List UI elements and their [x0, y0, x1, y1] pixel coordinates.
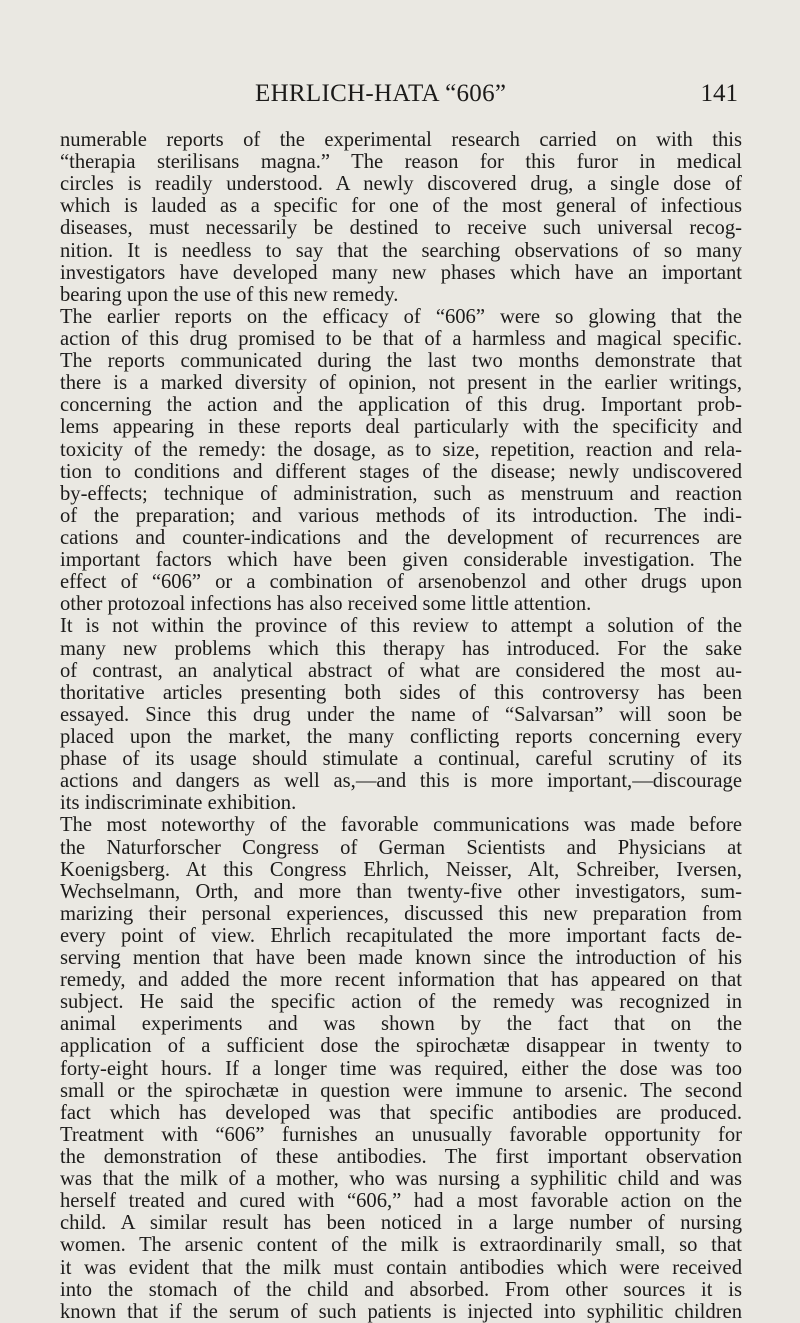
text-line: diseases, must necessarily be destined to receive such universal recog-	[60, 217, 742, 240]
text-line: every point of view. Ehrlich recapitulated the more important facts de-	[60, 924, 742, 947]
text-line: fact which has developed was that specific antibodies are produced.	[60, 1101, 742, 1124]
text-line: essayed. Since this drug under the name of “Salvarsan” will soon be	[60, 703, 742, 726]
text-line: bearing upon the use of this new remedy.	[60, 283, 399, 306]
text-line: it was evident that the milk must contain antibodies which were received	[60, 1256, 742, 1279]
text-line: “therapia sterilisans magna.” The reason for this furor in medical	[60, 151, 742, 174]
text-line: thoritative articles presenting both sides of this controversy has been	[60, 681, 742, 704]
text-line: tion to conditions and different stages of the disease; newly undiscovered	[60, 460, 742, 483]
text-line: remedy, and added the more recent information that has appeared on that	[60, 969, 742, 992]
text-line: numerable reports of the experimental research carried on with this	[60, 129, 742, 151]
text-line: action of this drug promised to be that of a harmless and magical specific.	[60, 327, 742, 350]
text-line: nition. It is needless to say that the searching observations of so many	[60, 239, 742, 262]
text-line: which is lauded as a specific for one of the most general of infectious	[60, 195, 742, 218]
text-line: there is a marked diversity of opinion, not present in the earlier writings,	[60, 372, 742, 395]
text-line: important factors which have been given considerable investigation. The	[60, 549, 742, 572]
text-line: the demonstration of these antibodies. The first important observation	[60, 1146, 742, 1169]
text-line: forty-eight hours. If a longer time was required, either the dose was too	[60, 1057, 742, 1080]
text-line: toxicity of the remedy: the dosage, as to size, repetition, reaction and rela-	[60, 438, 742, 461]
text-line: It is not within the province of this review to attempt a solution of the	[60, 615, 742, 638]
body-text	[60, 129, 742, 1323]
text-line: lems appearing in these reports deal particularly with the specificity and	[60, 416, 742, 439]
text-line: the Naturforscher Congress of German Scientists and Physicians at	[60, 836, 742, 859]
text-line: marizing their personal experiences, discussed this new preparation from	[60, 902, 742, 925]
text-line: small or the spirochætæ in question were immune to arsenic. The second	[60, 1079, 742, 1102]
running-head	[60, 80, 740, 120]
text-line: cations and counter-indications and the development of recurrences are	[60, 526, 742, 549]
text-line: subject. He said the specific action of the remedy was recognized in	[60, 991, 742, 1014]
text-line: many new problems which this therapy has introduced. For the sake	[60, 637, 742, 660]
text-line: actions and dangers as well as,—and this is more important,—discourage	[60, 770, 742, 793]
text-line: Wechselmann, Orth, and more than twenty-five other investigators, sum-	[60, 880, 742, 903]
text-line: animal experiments and was shown by the fact that on the	[60, 1013, 742, 1036]
text-line: into the stomach of the child and absorbed. From other sources it is	[60, 1278, 742, 1301]
text-line: effect of “606” or a combination of arsenobenzol and other drugs upon	[60, 571, 742, 594]
text-line: placed upon the market, the many conflicting reports concerning every	[60, 725, 742, 748]
running-head-title: EHRLICH-HATA “606”	[255, 80, 507, 107]
text-line: known that if the serum of such patients is injected into syphilitic children	[60, 1300, 742, 1323]
text-line: The reports communicated during the last two months demonstrate that	[60, 350, 742, 373]
text-line: The most noteworthy of the favorable communications was made before	[60, 814, 742, 837]
text-line: child. A similar result has been noticed in a large number of nursing	[60, 1212, 742, 1235]
page-number: 141	[700, 80, 738, 107]
text-line: of the preparation; and various methods of its introduction. The indi-	[60, 504, 742, 527]
text-line: investigators have developed many new phases which have an important	[60, 261, 742, 284]
text-line: of contrast, an analytical abstract of what are considered the most au-	[60, 659, 742, 682]
text-line: Treatment with “606” furnishes an unusually favorable opportunity for	[60, 1123, 742, 1146]
text-line: its indiscriminate exhibition.	[60, 792, 297, 815]
text-line: was that the milk of a mother, who was nursing a syphilitic child and was	[60, 1168, 742, 1191]
text-line: phase of its usage should stimulate a continual, careful scrutiny of its	[60, 748, 742, 771]
text-line: other protozoal infections has also received some little attention.	[60, 593, 592, 616]
text-line: application of a sufficient dose the spirochætæ disappear in twenty to	[60, 1035, 742, 1058]
text-line: serving mention that have been made known since the introduction of his	[60, 947, 742, 970]
text-line: circles is readily understood. A newly discovered drug, a single dose of	[60, 173, 742, 196]
text-line: concerning the action and the application of this drug. Important prob-	[60, 394, 742, 417]
text-line: Koenigsberg. At this Congress Ehrlich, Neisser, Alt, Schreiber, Iversen,	[60, 858, 742, 881]
text-line: by-effects; technique of administration, such as menstruum and reaction	[60, 482, 742, 505]
text-line: The earlier reports on the efficacy of “606” were so glowing that the	[60, 305, 742, 328]
text-line: herself treated and cured with “606,” had a most favorable action on the	[60, 1190, 742, 1213]
text-line: women. The arsenic content of the milk is extraordinarily small, so that	[60, 1234, 742, 1257]
